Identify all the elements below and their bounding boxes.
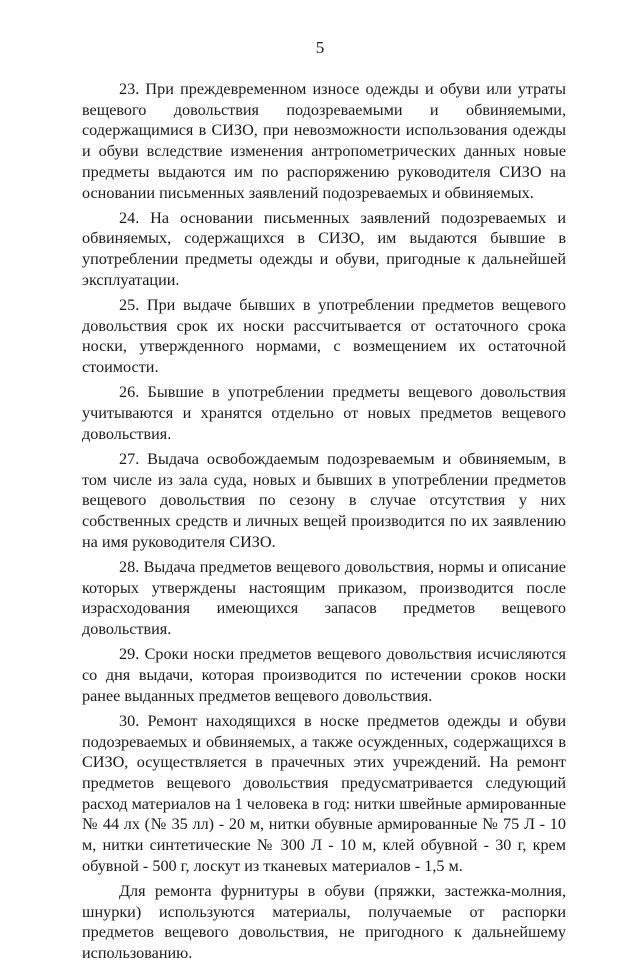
paragraph-27: 27. Выдача освобождаемым подозреваемым и обвиняемым, в том числе из зала суда, новых и бывших в употреблении предметов вещевого довольствия по сезону в случае отсутствия у них собственных средств и личных вещей производится по их заявлению на имя руководителя СИЗО. — [82, 449, 566, 551]
paragraph-26: 26. Бывшие в употреблении предметы вещевого довольствия учитываются и хранятся отдельно от новых предметов вещевого довольствия. — [82, 383, 566, 443]
paragraph-30: 30. Ремонт находящихся в носке предметов одежды и обуви подозреваемых и обвиняемых, а также осужденных, содержащихся в СИЗО, осуществляется в прачечных этих учреждений. На ремонт предметов вещевого довольствия предусматривается следующий расход материалов на 1 человека в год: нитки швейные армированные № 44 лх (№ 35 лл) - 20 м, нитки обувные армированные № 75 Л - 10 м, нитки синтетические № 300 Л - 10 м, клей обувной - 30 г, крем обувной - 500 г, лоскут из тканевых материалов - 1,5 м. — [82, 711, 566, 875]
paragraph-25: 25. При выдаче бывших в употреблении предметов вещевого довольствия срок их носки рассчитывается от остаточного срока носки, утвержденного нормами, с возмещением их остаточной стоимости. — [82, 296, 566, 377]
document-body — [82, 79, 566, 968]
paragraph-30-continuation: Для ремонта фурнитуры в обуви (пряжки, застежка-молния, шнурки) используются материалы, получаемые от распорки предметов вещевого довольствия, не пригодного к дальнейшему использованию. — [82, 882, 566, 963]
paragraph-29: 29. Сроки носки предметов вещевого довольствия исчисляются со дня выдачи, которая производится по истечении сроков носки ранее выданных предметов вещевого довольствия. — [82, 645, 566, 705]
paragraph-24: 24. На основании письменных заявлений подозреваемых и обвиняемых, содержащихся в СИЗО, им выдаются бывшие в употреблении предметы одежды и обуви, пригодные к дальнейшей эксплуатации. — [82, 208, 566, 289]
page-number: 5 — [315, 38, 325, 57]
paragraph-28: 28. Выдача предметов вещевого довольствия, нормы и описание которых утверждены настоящим приказом, производится после израсходования имеющихся запасов предметов вещевого довольствия. — [82, 557, 566, 639]
paragraph-23: 23. При преждевременном износе одежды и обуви или утраты вещевого довольствия подозреваемыми и обвиняемыми, содержащимися в СИЗО, при невозможности использования одежды и обуви вследствие изменения антропометрических данных новые предметы выдаются им по распоряжению руководителя СИЗО на основании письменных заявлений подозреваемых и обвиняемых. — [82, 80, 566, 202]
